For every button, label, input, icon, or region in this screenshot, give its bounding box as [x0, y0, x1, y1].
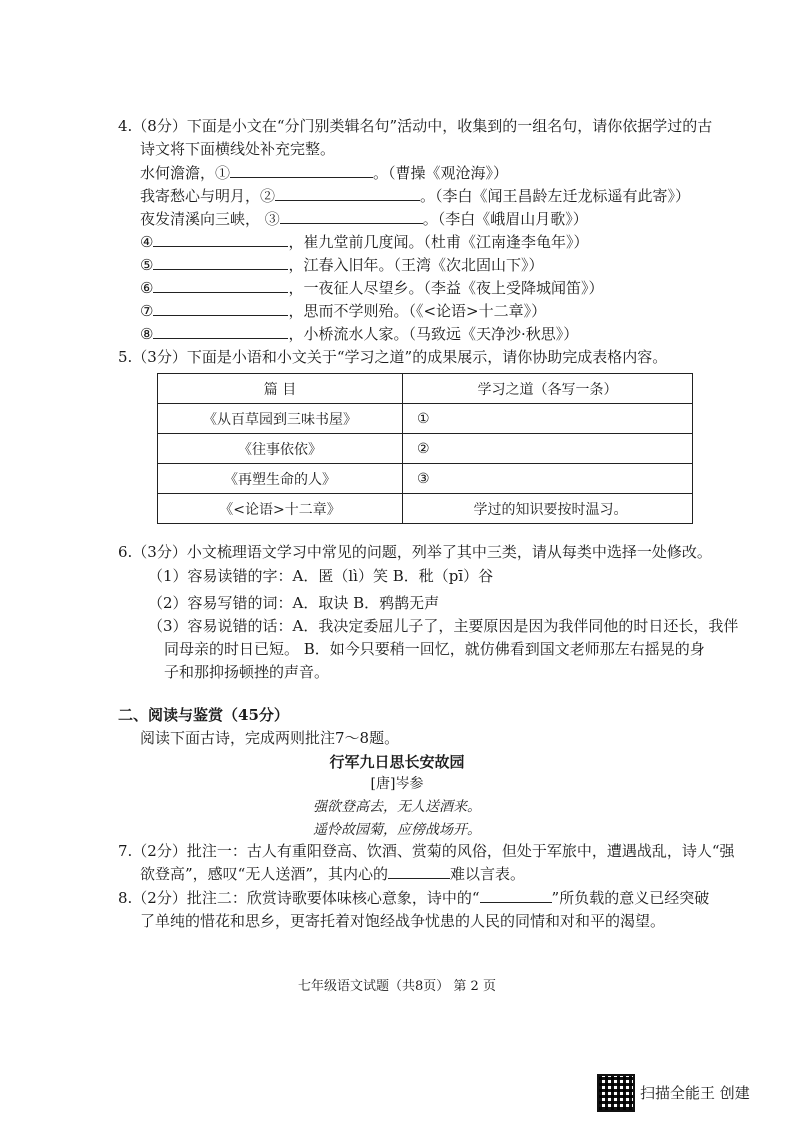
- q6-item-3-line2: 同母亲的时日已短。 B．如今只要稍一回忆，就仿佛看到国文老师那左右摇晃的身: [164, 640, 705, 658]
- q7-line2-pre: 欲登高”，感叹“无人送酒”，其内心的: [140, 865, 389, 883]
- row-4-title: 《<论语>十二章》: [158, 494, 403, 524]
- q6-item-1: （1）容易读错的字：A．匿（lì）笑 B．秕（pī）谷: [148, 567, 494, 585]
- row-1-answer[interactable]: ①: [403, 404, 693, 434]
- section-2-title: 二、阅读与鉴赏（45分）: [118, 706, 289, 724]
- table-row: [158, 464, 693, 494]
- table-header-row: [158, 374, 693, 404]
- q6-item-3-line3: 子和那抑扬顿挫的声音。: [164, 663, 330, 681]
- q4-item-1: [140, 163, 508, 183]
- q4-item-8-pre: ⑧: [140, 325, 154, 343]
- q4-item-2-post: 。（李白《闻王昌龄左迁龙标遥有此寄》）: [420, 187, 691, 205]
- row-1-title: 《从百草园到三味书屋》: [158, 404, 403, 434]
- q4-item-7-pre: ⑦: [140, 302, 154, 320]
- blank-6[interactable]: [153, 278, 288, 293]
- q8-line1-post: ”所负载的意义已经突破: [551, 889, 710, 907]
- table-row: [158, 494, 693, 524]
- header-title: 篇 目: [158, 374, 403, 404]
- q4-item-3-post: 。（李白《峨眉山月歌》）: [422, 210, 588, 228]
- q6-item-3-line1: （3）容易说错的话：A．我决定委屈儿子了，主要原因是因为我伴同他的时日还长，我伴: [148, 617, 739, 635]
- q4-item-5: [140, 255, 543, 275]
- q4-item-6-pre: ⑥: [140, 279, 154, 297]
- q6-item-2: （2）容易写错的词：A．取诀 B．鸦鹊无声: [148, 594, 440, 612]
- scanner-brand: 扫描全能王 创建: [640, 1084, 750, 1102]
- q7-line2: [140, 864, 525, 884]
- q6-prompt: 6.（3分）小文梳理语文学习中常见的问题，列举了其中三类，请从每类中选择一处修改。: [118, 543, 712, 561]
- q4-item-5-pre: ⑤: [140, 256, 154, 274]
- study-table: [157, 373, 693, 524]
- row-4-answer: 学过的知识要按时温习。: [403, 494, 693, 524]
- section-2-intro: 阅读下面古诗，完成两则批注7～8题。: [140, 729, 400, 747]
- q4-item-1-post: 。（曹操《观沧海》）: [373, 164, 509, 182]
- q8-line1: [118, 888, 709, 908]
- q4-item-1-pre: 水何澹澹，①: [140, 164, 231, 182]
- page-footer: 七年级语文试题（共8页） 第 2 页: [298, 979, 496, 994]
- blank-8[interactable]: [153, 324, 288, 339]
- q4-item-4-post: ，崔九堂前几度闻。（杜甫《江南逢李龟年》）: [288, 233, 589, 251]
- q7-line1: 7.（2分）批注一：古人有重阳登高、饮酒、赏菊的风俗，但处于军旅中，遭遇战乱，诗人“强: [118, 842, 735, 860]
- blank-3[interactable]: [280, 209, 423, 224]
- poem-line-1: 强欲登高去，无人送酒来。: [313, 799, 481, 815]
- q4-item-7: [140, 301, 546, 321]
- q8-line1-pre: 8.（2分）批注二：欣赏诗歌要体味核心意象，诗中的“: [118, 889, 480, 907]
- row-3-answer[interactable]: ③: [403, 464, 693, 494]
- q8-blank[interactable]: [480, 888, 552, 903]
- q4-item-2: [140, 186, 690, 206]
- poem-line-2: 遥怜故园菊，应傍战场开。: [313, 822, 481, 838]
- table-row: [158, 404, 693, 434]
- blank-4[interactable]: [153, 232, 288, 247]
- row-2-title: 《往事依依》: [158, 434, 403, 464]
- blank-2[interactable]: [275, 186, 420, 201]
- blank-1[interactable]: [230, 163, 373, 178]
- q4-item-6: [140, 278, 603, 298]
- q7-line2-post: 难以言表。: [450, 865, 526, 883]
- q5-prompt: 5.（3分）下面是小语和小文关于“学习之道”的成果展示，请你协助完成表格内容。: [118, 348, 668, 366]
- blank-5[interactable]: [153, 255, 288, 270]
- q4-item-4: [140, 232, 588, 252]
- q7-blank[interactable]: [388, 864, 450, 879]
- q4-line1: 4.（8分）下面是小文在“分门别类辑名句”活动中，收集到的一组名句，请你依据学过的古: [118, 117, 713, 135]
- q4-item-8: [140, 324, 578, 344]
- q4-item-4-pre: ④: [140, 233, 154, 251]
- q8-line2: 了单纯的惜花和思乡，更寄托着对饱经战争忧患的人民的同情和对和平的渴望。: [140, 912, 666, 930]
- poem-author: [唐]岑参: [370, 776, 424, 792]
- row-2-answer[interactable]: ②: [403, 434, 693, 464]
- header-method: 学习之道（各写一条）: [403, 374, 693, 404]
- q4-item-5-post: ，江春入旧年。（王湾《次北固山下》）: [288, 256, 544, 274]
- row-3-title: 《再塑生命的人》: [158, 464, 403, 494]
- table-row: [158, 434, 693, 464]
- q4-item-3-pre: 夜发清溪向三峡， ③: [140, 210, 280, 228]
- blank-7[interactable]: [153, 301, 288, 316]
- q4-item-7-post: ，思而不学则殆。（《<论语>十二章》）: [288, 302, 547, 320]
- qr-code-icon: [597, 1074, 635, 1112]
- q4-line2: 诗文将下面横线处补充完整。: [140, 140, 336, 158]
- q4-item-8-post: ，小桥流水人家。（马致远《天净沙·秋思》）: [288, 325, 579, 343]
- q4-item-3: [140, 209, 588, 229]
- poem-title: 行军九日思长安故园: [329, 753, 465, 771]
- q4-item-6-post: ，一夜征人尽望乡。（李益《夜上受降城闻笛》）: [288, 279, 604, 297]
- q4-item-2-pre: 我寄愁心与明月，②: [140, 187, 276, 205]
